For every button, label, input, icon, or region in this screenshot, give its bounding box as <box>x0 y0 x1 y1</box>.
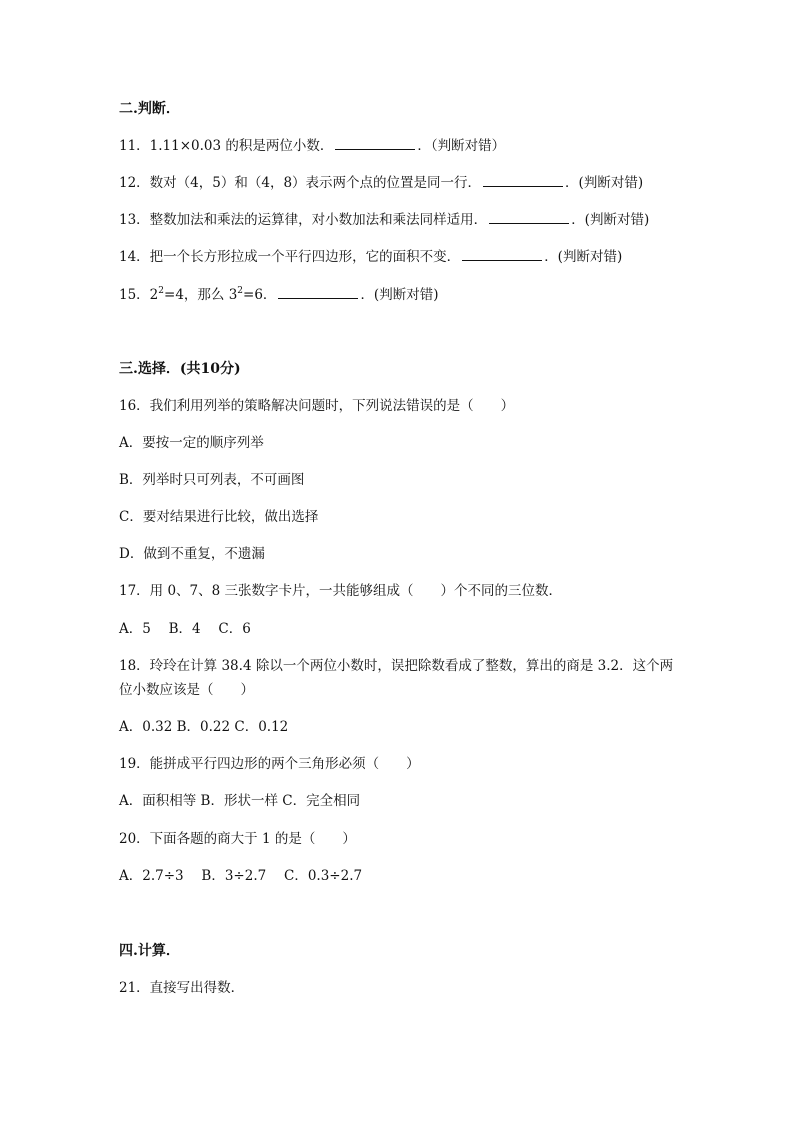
question-17: 17．用 0、7、8 三张数字卡片，一共能够组成（ ）个不同的三位数． <box>119 583 563 599</box>
question-suffix: =6． <box>243 287 277 303</box>
question-text: 14．把一个长方形拉成一个平行四边形，它的面积不变． <box>119 249 461 265</box>
question-11 <box>119 135 505 156</box>
answer-blank[interactable] <box>335 135 415 150</box>
exponent: 2 <box>158 286 165 296</box>
question-18-line2: 位小数应该是（ ） <box>119 682 254 698</box>
answer-blank[interactable] <box>483 172 563 187</box>
section-heading-judge: 二.判断． <box>119 101 180 117</box>
question-18-options[interactable]: A．0.32 B．0.22 C．0.12 <box>119 719 289 735</box>
question-tail: ．(判断对错) <box>565 175 644 191</box>
question-16: 16．我们利用列举的策略解决问题时，下列说法错误的是（ ） <box>119 398 515 414</box>
section-heading-calc: 四.计算． <box>119 943 180 959</box>
option-b[interactable]: B．列举时只可列表，不可画图 <box>119 472 305 488</box>
question-text: 12．数对（4，5）和（4，8）表示两个点的位置是同一行． <box>119 175 482 191</box>
question-tail: ．(判断对错) <box>544 249 623 265</box>
option-d[interactable]: D．做到不重复，不遗漏 <box>119 546 265 562</box>
question-18-line1: 18．玲玲在计算 38.4 除以一个两位小数时，误把除数看成了整数，算出的商是 3.2．这个两 <box>119 658 674 674</box>
question-prefix: 15．2 <box>119 287 159 303</box>
answer-blank[interactable] <box>278 284 358 299</box>
question-17-options[interactable]: A．5 B．4 C．6 <box>119 621 251 637</box>
question-tail: ．(判断对错) <box>571 212 650 228</box>
question-19-options[interactable]: A．面积相等 B．形状一样 C．完全相同 <box>119 793 361 809</box>
option-c[interactable]: C．要对结果进行比较，做出选择 <box>119 509 319 525</box>
question-15 <box>119 284 438 305</box>
question-12 <box>119 172 643 193</box>
question-20: 20．下面各题的商大于 1 的是（ ） <box>119 831 356 847</box>
section-heading-choice: 三.选择．(共10分) <box>119 361 241 377</box>
question-13 <box>119 209 649 230</box>
answer-blank[interactable] <box>462 246 542 261</box>
option-a[interactable]: A．要按一定的顺序列举 <box>119 435 264 451</box>
question-mid: =4，那么 3 <box>164 287 238 303</box>
question-19: 19．能拼成平行四边形的两个三角形必须（ ） <box>119 756 420 772</box>
exponent: 2 <box>237 286 244 296</box>
question-20-options[interactable]: A．2.7÷3 B．3÷2.7 C．0.3÷2.7 <box>119 868 363 884</box>
question-text: 13．整数加法和乘法的运算律，对小数加法和乘法同样适用． <box>119 212 488 228</box>
question-tail: ．（判断对错） <box>417 138 506 154</box>
answer-blank[interactable] <box>489 209 569 224</box>
question-tail: ．(判断对错) <box>360 287 439 303</box>
question-text: 11．1.11×0.03 的积是两位小数． <box>119 138 334 154</box>
question-21: 21．直接写出得数． <box>119 980 245 996</box>
question-14 <box>119 246 622 267</box>
